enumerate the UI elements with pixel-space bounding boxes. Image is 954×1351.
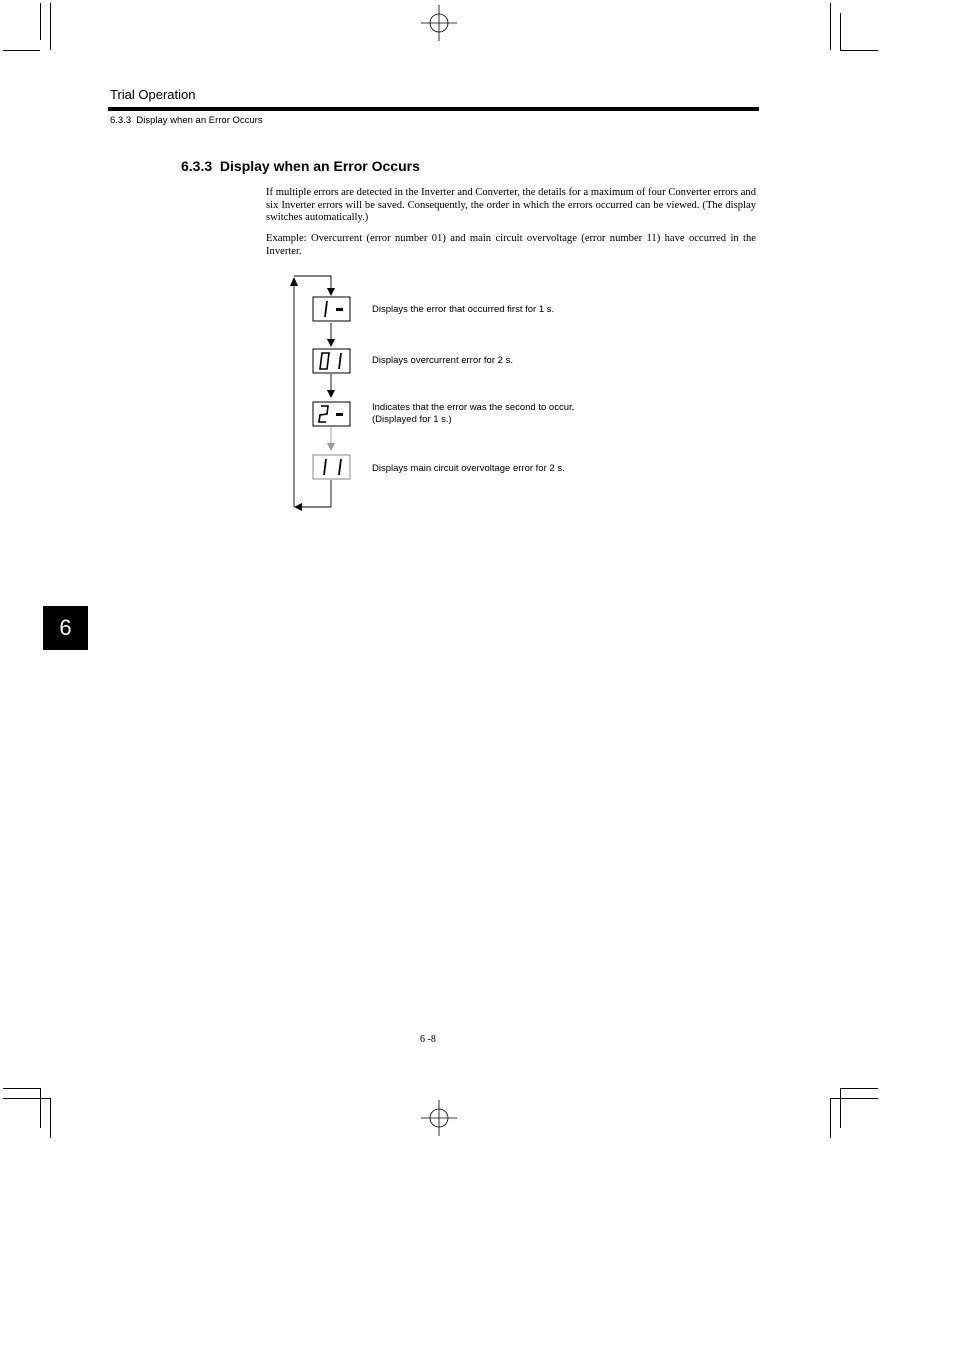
paragraph-intro: If multiple errors are detected in the Inverter and Converter, the details for a maximum of four Converter errors and six Inverter errors will be saved. Consequently, the order in which the errors occurred can be viewed. (The display switches automatically.)	[266, 187, 756, 224]
registration-mark-top	[421, 5, 457, 41]
crop-mark-top-right-v2	[840, 13, 841, 51]
step-3-label-line1: Indicates that the error was the second to occur.	[372, 402, 575, 413]
header-rule	[108, 107, 759, 111]
registration-mark-bottom	[421, 1100, 457, 1136]
crop-mark-bottom-right-h2	[830, 1098, 878, 1099]
crop-mark-bottom-left-h2	[3, 1098, 51, 1099]
crop-mark-bottom-left-v	[50, 1098, 51, 1138]
crop-mark-top-right-h	[840, 50, 878, 51]
crop-mark-top-left-h	[3, 50, 40, 51]
step-3-label-line2: (Displayed for 1 s.)	[372, 414, 452, 425]
crop-mark-top-right-v	[830, 3, 831, 50]
crop-mark-bottom-left-h	[3, 1088, 40, 1089]
crop-mark-bottom-left-v2	[40, 1088, 41, 1128]
running-header-subsection: 6.3.3 Display when an Error Occurs	[110, 115, 263, 126]
crop-mark-top-left-v2	[40, 3, 41, 40]
crop-mark-bottom-right-v2	[840, 1088, 841, 1128]
display-box-1	[313, 297, 350, 321]
display-box-3	[313, 402, 350, 426]
section-title: 6.3.3 Display when an Error Occurs	[181, 158, 420, 174]
step-2-label: Displays overcurrent error for 2 s.	[372, 355, 513, 366]
display-box-4	[313, 455, 350, 479]
crop-mark-bottom-right-v	[830, 1098, 831, 1138]
chapter-tab: 6	[43, 606, 88, 650]
sequence-arrows	[327, 323, 335, 451]
crop-mark-bottom-right-h	[840, 1088, 878, 1089]
paragraph-example: Example: Overcurrent (error number 01) and main circuit overvoltage (error number 11) have occurred in the Inverter.	[266, 233, 756, 257]
page-number: 6 -8	[420, 1034, 436, 1045]
running-header-title: Trial Operation	[110, 87, 196, 102]
display-box-2	[313, 349, 350, 373]
crop-mark-top-left-v	[50, 3, 51, 50]
step-4-label: Displays main circuit overvoltage error for 2 s.	[372, 463, 565, 474]
step-1-label: Displays the error that occurred first for 1 s.	[372, 304, 555, 315]
